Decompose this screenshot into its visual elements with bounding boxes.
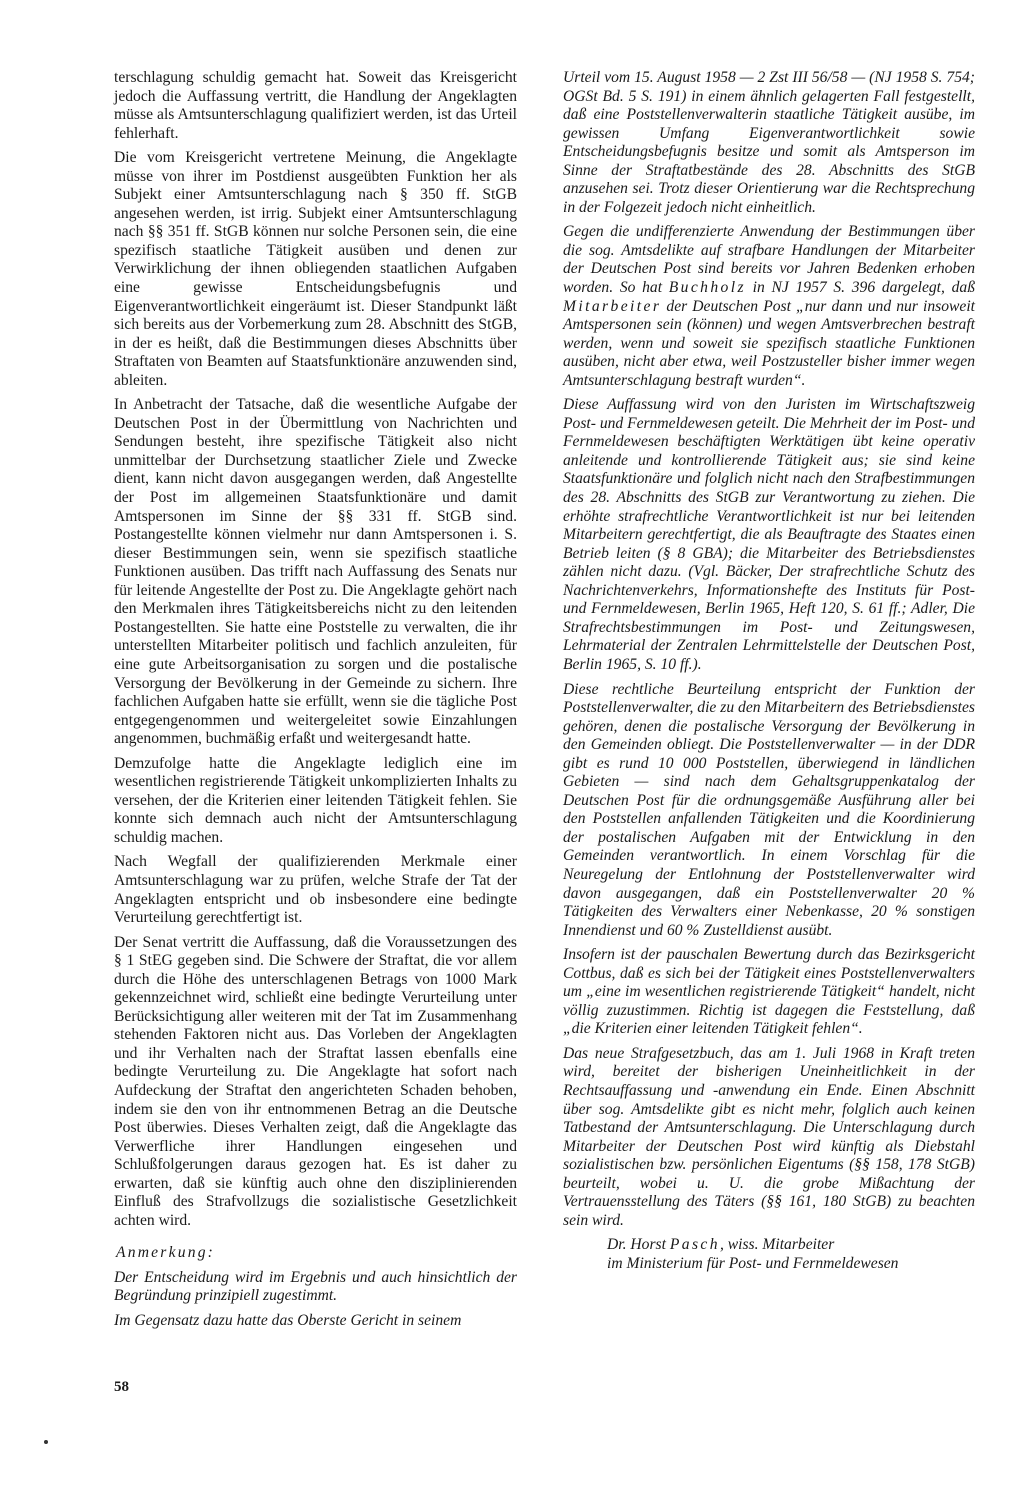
text-span: , wiss. Mitarbeiter [719, 1236, 835, 1254]
paragraph: Urteil vom 15. August 1958 — 2 Zst III 56/58 — (NJ 1958 S. 754; OGSt Bd. 5 S. 191) in einem ähnlich gelagerten Fall festgestellt, daß eine Poststellenverwalterin staatliche Tätigkeit ausübe, im gewissen Umfang Eigenverantwortlichkeit sowie Entscheidungsbefugnis besitze und somit als Amtsperson im Sinne der Straftatbestände des 28. Abschnitts des StGB anzusehen sei. Trotz dieser Orientierung war die Rechtsprechung in der Folgezeit jedoch nicht einheitlich. [563, 69, 975, 216]
paragraph: terschlagung schuldig gemacht hat. Soweit das Kreisgericht jedoch die Auffassung vertritt, die Handlung der Angeklagten müsse als Amtsunterschlagung qualifiziert werden, ist das Urteil fehlerhaft. [114, 69, 517, 142]
left-column [114, 69, 517, 1337]
paragraph: Insofern ist der pauschalen Bewertung durch das Bezirksgericht Cottbus, daß es sich bei der Tätigkeit eines Poststellenverwalters um „eine im wesentlichen registrierende Tätigkeit“ handelt, nicht völlig zuzustimmen. Richtig ist dagegen die Feststellung, daß „die Kriterien einer leitenden Tätigkeit fehlen“. [563, 946, 975, 1038]
paragraph: Demzufolge hatte die Angeklagte lediglich eine im wesentlichen registrierende Tätigkeit unkomplizierten Inhalts zu versehen, der die Kriterien einer leitenden Tätigkeit fehlen. Sie konnte sich demnach auch nicht der Amtsunterschlagung schuldig machen. [114, 754, 517, 846]
text-span: Gegen die undifferenzierte Anwendung der Bestimmungen über die sog. Amtsdelikte auf strafbare Handlungen der Mitarbeiter der Deutschen Post sind bereits vor Jahren Bedenken erhoben worden. [563, 223, 975, 297]
signature [563, 1236, 975, 1273]
right-column [563, 69, 975, 1279]
signature-line-2: im Ministerium für Post- und Fernmeldewesen [607, 1254, 899, 1272]
signature-name: Pasch [669, 1236, 720, 1254]
text-span: So hat [619, 279, 669, 297]
paragraph: Die vom Kreisgericht vertretene Meinung, die Angeklagte müsse von ihrer im Postdienst ausgeübten Funktion her als Subjekt einer Amtsunterschlagung nach § 350 ff. StGB angesehen werden, ist irrig. Subjekt einer Amtsunterschlagung nach §§ 351 ff. StGB können nur solche Personen sein, die eine spezifisch staatliche Tätigkeit ausüben und denen zur Verwirklichung der ihnen obliegenden staatlichen Aufgaben eine gewisse Entscheidungsbefugnis und Eigenverantwortlichkeit eingeräumt ist. Dieser Standpunkt läßt sich bereits aus der Vorbemerkung zum 28. Abschnitt des StGB, in der es heißt, daß die Bestimmungen dieses Abschnitts über Straftaten von Beamten auf Staatsfunktionäre anzuwenden sind, ableiten. [114, 149, 517, 389]
paragraph: Nach Wegfall der qualifizierenden Merkmale einer Amtsunterschlagung war zu prüfen, welche Strafe der Tat der Angeklagten entspricht und ob insbesondere eine bedingte Verurteilung gerechtfertigt ist. [114, 853, 517, 927]
paragraph: Der Senat vertritt die Auffassung, daß die Voraussetzungen des § 1 StEG gegeben sind. Die Schwere der Straftat, die vor allem durch die Höhe des unterschlagenen Betrags von 1000 Mark gekennzeichnet wird, schließt eine bedingte Verurteilung unter Berücksichtigung aller weiteren mit der Tat im Zusammenhang stehenden Faktoren nicht aus. Das Vorleben der Angeklagten und ihr Verhalten nach der Straftat lassen ebenfalls eine bedingte Verurteilung zu. Die Angeklagte hat sofort nach Aufdeckung der Straftat den angerichteten Schaden behoben, indem sie den von ihr entnommenen Betrag an die Deutsche Post überwies. Dieses Verhalten zeigt, daß die Angeklagte das Verwerfliche ihrer Handlungen eingesehen und Schlußfolgerungen daraus gezogen hat. Es ist daher zu erwarten, daß sie künftig auch ohne den disziplinierenden Einfluß des Strafvollzugs die sozialistische Gesetzlichkeit achten wird. [114, 933, 517, 1229]
text-span: in NJ 1957 S. 396 dargelegt, daß [745, 279, 975, 297]
page-number: 58 [114, 1379, 129, 1395]
text-span: der Deutschen Post „nur dann und nur insoweit Amtspersonen sein (können) und wegen Amtsverbrechen bestraft werden, wenn und soweit sie spezifisch staatliche Funktionen ausüben, nicht aber etwa, weil Postzusteller bisher immer wegen Amtsunterschlagung bestraft wurden“. [563, 297, 975, 389]
author-name-spaced: Buchholz [668, 279, 746, 297]
signature-line-1 [563, 1236, 975, 1255]
paragraph: Diese Auffassung wird von den Juristen im Wirtschaftszweig Post- und Fernmeldewesen geteilt. Die Mehrheit der im Post- und Fernmeldewesen beschäftigten Werktätigen übt keine operativ anleitende und kontrollierende Tätigkeit aus; sie sind keine Staatsfunktionäre und folglich nicht nach den Strafbestimmungen des 28. Abschnitts des StGB zur Verantwortung zu ziehen. Die erhöhte strafrechtliche Verantwortlichkeit ist nur bei leitenden Mitarbeitern gerechtfertigt, die als Beauftragte des Staates einen Betrieb leiten (§ 8 GBA); die Mitarbeiter des Betriebsdienstes zählen nicht dazu. (Vgl. Bäcker, Der strafrechtliche Schutz des Nachrichtenverkehrs, Informationshefte des Instituts für Post- und Fernmeldewesen, Berlin 1965, Heft 120, S. 61 ff.; Adler, Die Strafrechtsbestimmungen im Post- und Zeitungswesen, Lehrmaterial der Zentralen Lehrmittelstelle der Deutschen Post, Berlin 1965, S. 10 ff.). [563, 396, 975, 673]
paragraph: Das neue Strafgesetzbuch, das am 1. Juli 1968 in Kraft treten wird, bereitet der bisherigen Uneinheitlichkeit in der Rechtsauffassung und -anwendung ein Ende. Einen Abschnitt über sog. Amtsdelikte gibt es nicht mehr, folglich auch keinen Tatbestand der Amtsunterschlagung. Die Unterschlagung durch Mitarbeiter der Deutschen Post wird künftig als Diebstahl sozialistischen bzw. persönlichen Eigentums (§§ 158, 178 StGB) beurteilt, wobei u. U. die grobe Mißachtung der Vertrauensstellung des Täters (§§ 161, 180 StGB) zu beachten sein wird. [563, 1044, 975, 1229]
spaced-word: Mitarbeiter [563, 297, 662, 315]
speck-mark [44, 1440, 48, 1444]
paragraph [563, 223, 975, 390]
paragraph: In Anbetracht der Tatsache, daß die wesentliche Aufgabe der Deutschen Post in der Übermittlung von Nachrichten und Sendungen besteht, ihre spezifische Tätigkeit also nicht unmittelbar der Durchsetzung staatlicher Ziele und Zwecke dient, kann nicht davon ausgegangen werden, daß Angestellte der Post im allgemeinen Staatsfunktionäre und damit Amtspersonen im Sinne der §§ 331 ff. StGB sind. Postangestellte können vielmehr nur dann Amtspersonen i. S. dieser Bestimmungen sein, wenn sie spezifisch staatliche Funktionen ausüben. Das trifft nach Auffassung des Senats nur für leitende Angestellte der Post zu. Die Angeklagte gehört nach den Merkmalen ihres Tätigkeitsbereichs nicht zu den leitenden Postangestellten. Sie hatte eine Poststelle zu verwalten, die ihr unterstellten Mitarbeiter politisch und fachlich anzuleiten, für eine gute Arbeitsorganisation zu sorgen und die postalische Versorgung der Bevölkerung in der Gemeinde zu sichern. Ihre fachlichen Aufgaben hatte sie erfüllt, wenn sie die tägliche Post entgegengenommen und weitergeleitet sowie Einzahlungen angenommen, buchmäßig erfaßt und weitergesandt hatte. [114, 396, 517, 748]
text-span: Dr. Horst [607, 1236, 670, 1254]
remark-paragraph: Im Gegensatz dazu hatte das Oberste Gericht in seinem [114, 1312, 462, 1329]
remark-heading: Anmerkung: [116, 1244, 216, 1262]
remark-paragraph: Der Entscheidung wird im Ergebnis und auch hinsichtlich der Begründung prinzipiell zugestimmt. [114, 1268, 517, 1305]
paragraph: Diese rechtliche Beurteilung entspricht der Funktion der Poststellenverwalter, die zu den Mitarbeitern des Betriebsdienstes gehören, denen die postalische Versorgung der Bevölkerung in den Gemeinden obliegt. Die Poststellenverwalter — in der DDR gibt es rund 10 000 Poststellen, überwiegend in ländlichen Gebieten — sind nach dem Gehaltsgruppenkatalog der Deutschen Post für die ordnungsgemäße Ausführung aller bei den Poststellen anfallenden Tätigkeiten und die Koordinierung der postalischen Aufgaben mit der Entwicklung in den Gemeinden verantwortlich. In einem Vorschlag für die Neuregelung der Entlohnung der Poststellenverwalter wird davon ausgegangen, daß ein Poststellenverwalter 20 % Tätigkeiten des Verwalters einer Nebenkasse, 20 % sonstigen Innendienst und 60 % Zustelldienst ausübt. [563, 680, 975, 939]
